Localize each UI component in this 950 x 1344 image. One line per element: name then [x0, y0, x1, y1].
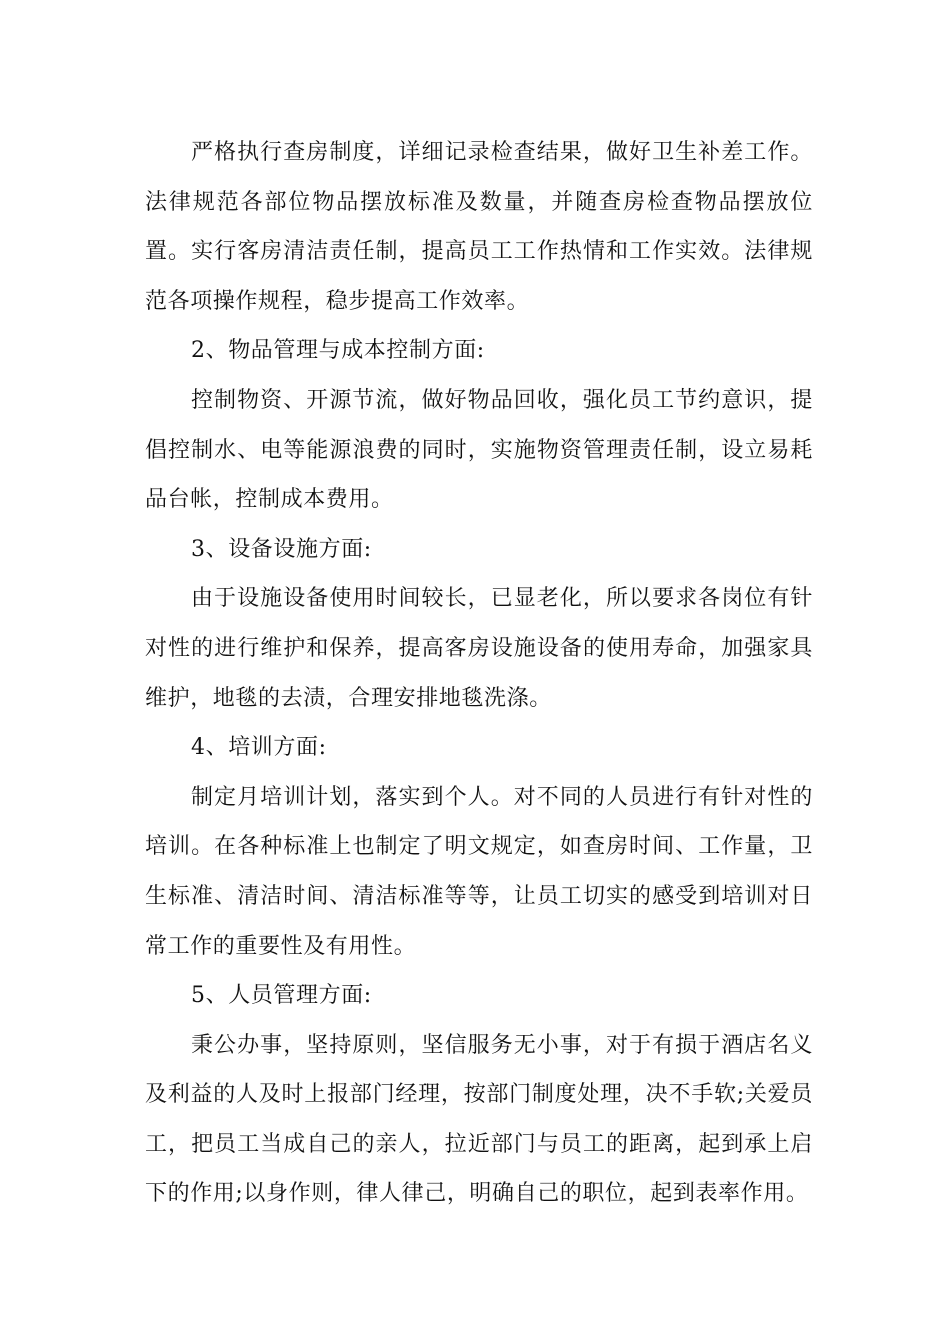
document-body [145, 128, 813, 1219]
heading-item-cost-control: 2、物品管理与成本控制方面: [191, 338, 485, 364]
heading-staff-management: 5、人员管理方面: [191, 983, 372, 1009]
paragraph-equipment: 由于设施设备使用时间较长，已显老化，所以要求各岗位有针对性的进行维护和保养，提高客房设施设备的使用寿命，加强家具维护，地毯的去渍，合理安排地毯洗涤。 [145, 586, 813, 711]
paragraph-training: 制定月培训计划，落实到个人。对不同的人员进行有针对性的培训。在各种标准上也制定了明文规定，如查房时间、工作量，卫生标准、清洁时间、清洁标准等等，让员工切实的感受到培训对日常工作的重要性及有用性。 [145, 784, 813, 959]
paragraph-item-cost-control: 控制物资、开源节流，做好物品回收，强化员工节约意识，提倡控制水、电等能源浪费的同时，实施物资管理责任制，设立易耗品台帐，控制成本费用。 [145, 387, 813, 513]
paragraph-staff-management: 秉公办事，坚持原则，坚信服务无小事，对于有损于酒店名义及利益的人及时上报部门经理，按部门制度处理，决不手软;关爱员工，把员工当成自己的亲人，拉近部门与员工的距离，起到承上启下的作用;以身作则，律人律己，明确自己的职位，起到表率作用。 [145, 1032, 813, 1207]
heading-training: 4、培训方面: [191, 735, 327, 761]
heading-equipment: 3、设备设施方面: [191, 536, 372, 562]
paragraph-room-inspection: 严格执行查房制度，详细记录检查结果，做好卫生补差工作。法律规范各部位物品摆放标准及数量，并随查房检查物品摆放位置。实行客房清洁责任制，提高员工工作热情和工作实效。法律规范各项操作规程，稳步提高工作效率。 [145, 140, 813, 314]
